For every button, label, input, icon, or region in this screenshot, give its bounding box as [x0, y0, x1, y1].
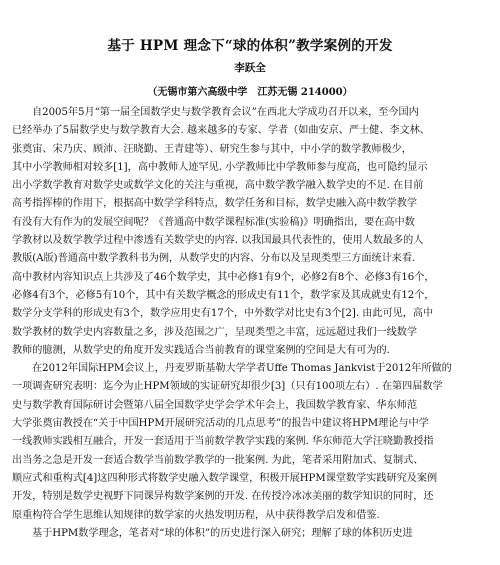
body-line: 一线教师实践相互融合，开发一套适用于当前数学教学实践的案例. 华东师范大学汪晓勤教授指 — [12, 436, 434, 448]
body-line: 自2005年5月“第一届全国数学史与数学教育会议”在西北大学成功召开以来，至今国内 — [32, 107, 419, 118]
body-line: 教师的臆测，从数学史的角度开发实践适合当前教育的课堂案例的空间是大有可为的. — [12, 344, 390, 356]
body-line: 有没有大有作为的发展空间呢？《普通高中数学课程标准(实验稿)》明确指出，要在高中数 — [12, 216, 415, 228]
body-line: 在2012年国际HPM会议上，丹麦罗斯基勒大学学者Uffe Thomas Jankvist于2012年所做的 — [32, 363, 452, 375]
body-line: 出小学数学教育对数学史或数学文化的关注与重视，高中数学教学融入数学史的不足. 在目前 — [12, 180, 424, 192]
body-line: 高中教材内容知识点上共涉及了46个数学史，其中必修1有9个，必修2有8个、必修3有16个， — [12, 271, 435, 283]
body-line: 高考指挥棒的作用下，根据高中数学学科特点，数学任务和目标，数学史融入高中数学教学 — [12, 198, 417, 210]
body-line: 原重构符合学生思维认知规律的数学家的火热发明历程，从中获得教学启发和借鉴. — [12, 509, 380, 521]
body-line: 数学教材的数学史内容数量之多，涉及范围之广，呈现类型之丰富，远远超过我们一线数学 — [12, 326, 417, 338]
body-line: 必修4有3个，必修5有10个，其中有关数学概念的形成史有11个，数学家及其成就史有12个， — [12, 289, 435, 301]
body-line: 其中小学教师相对较多[1]，高中教师人迹罕见. 小学教师比中学教师参与度高，也可隐约显示 — [12, 161, 428, 173]
author-affiliation: （无锡市第六高级中学 江苏无锡 214000） — [147, 87, 353, 98]
article-title: 基于 HPM 理念下“球的体积”教学案例的开发 — [107, 38, 393, 54]
author-name: 李跃全 — [234, 62, 266, 74]
body-line: 张奠宙、宋乃庆、顾沛、汪晓勤、王青建等）、研究生参与其中，中小学的数学教师极少， — [12, 143, 412, 155]
body-line: 出当务之急是开发一套适合数学当前数学教学的一批案例. 为此，笔者采用附加式、复制式、 — [12, 454, 424, 466]
body-line: 顺应式和重构式[4]这四种形式将数学史融入数学课堂，积极开展HPM课堂数学实践研究及案例 — [12, 472, 438, 484]
body-line: 基于HPM数学理念，笔者对“球的体积”的历史进行深入研究；理解了球的体积历史进 — [32, 527, 413, 539]
body-line: 学教材以及数学教学过程中渗透有关数学史的内容. 以我国最具代表性的，使用人数最多的人 — [12, 235, 424, 247]
body-line: 已经举办了5届数学史与数学教育大会. 越来越多的专家、学者（如曲安京、严士健、李文林、 — [12, 125, 430, 137]
article-body — [12, 104, 488, 543]
body-line: 开发，特别是数学史视野下同课异构数学案例的开发. 在传授冷冰冰美丽的数学知识的同时，还 — [12, 491, 434, 503]
body-line: 教版(A版)普通高中数学教科书为例，从数学史的内容、分布以及呈现类型三方面统计来看. — [12, 253, 416, 265]
body-line: 数学分支学科的形成史有3个，数学应用史有17个，中外数学对比史有3个[2]. 由此可见，高中 — [12, 308, 434, 320]
body-line: 史与数学教育国际研讨会暨第八届全国数学史学会学术年会上，我国数学教育家、华东师范 — [12, 399, 417, 411]
body-line: 一项调查研究表明：迄今为止HPM领域的实证研究却很少[3]（只有100项左右）. 在第四届数学 — [12, 381, 443, 393]
body-line: 大学张奠宙教授在“关于中国HPM开展研究活动的几点思考”的报告中建议将HPM理论与中学 — [12, 418, 429, 430]
